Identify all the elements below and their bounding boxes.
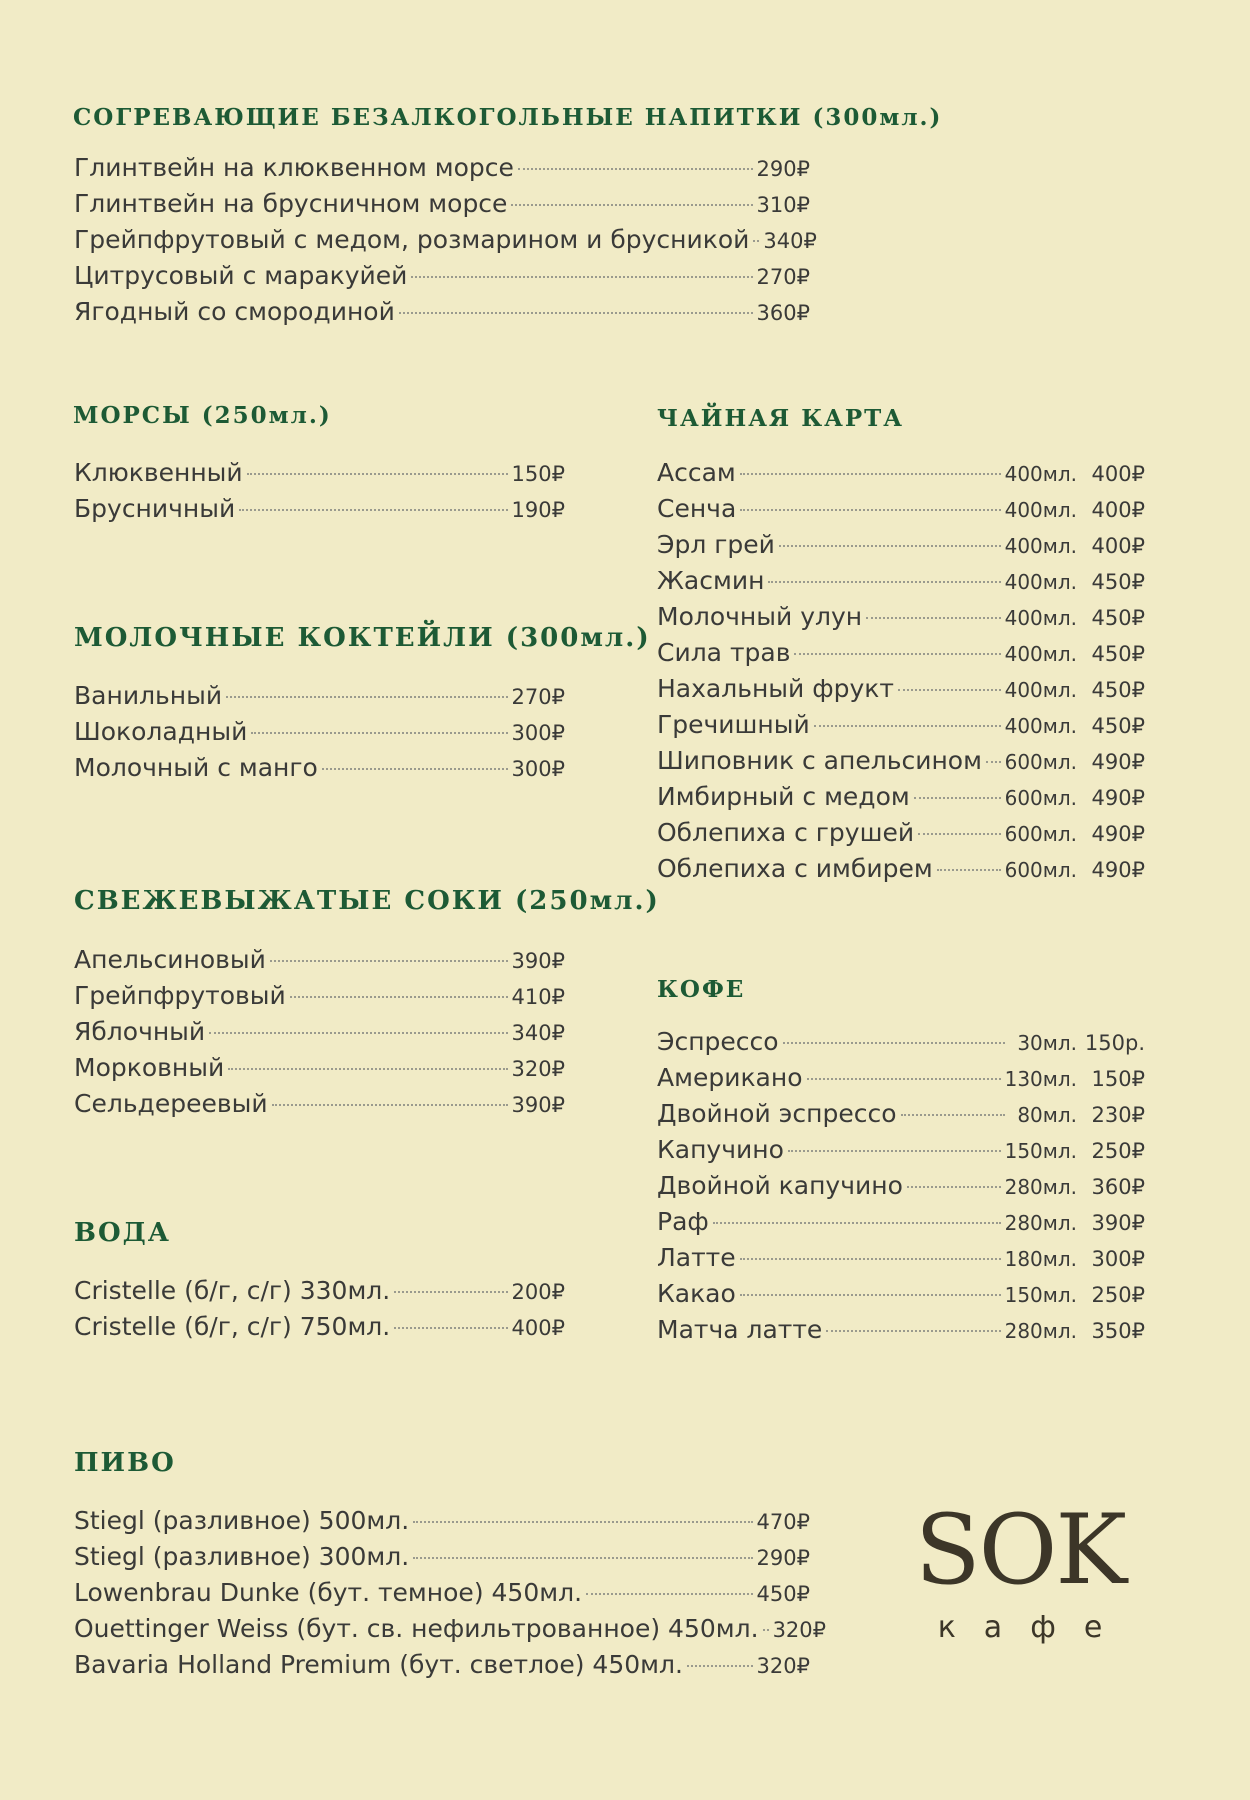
dot-leader <box>907 1186 1001 1188</box>
menu-item <box>657 851 1145 887</box>
item-name: Апельсиновый <box>74 945 266 974</box>
item-volume: 400мл. <box>1004 570 1077 594</box>
item-name: Жасмин <box>657 566 765 595</box>
menu-item <box>657 1060 1145 1096</box>
item-volume: 150мл. <box>1004 1139 1077 1163</box>
item-name: Облепиха с грушей <box>657 818 915 847</box>
item-price: 450₽ <box>1091 570 1145 594</box>
item-name: Глинтвейн на клюквенном морсе <box>74 153 514 182</box>
menu-item <box>657 563 1145 599</box>
menu-item <box>657 455 1145 491</box>
dot-leader <box>866 617 1000 619</box>
dot-leader <box>779 545 1001 547</box>
item-price: 200₽ <box>511 1280 565 1304</box>
menu-item <box>74 150 810 186</box>
menu-item <box>657 1312 1145 1348</box>
item-name: Имбирный с медом <box>657 782 910 811</box>
item-price: 450₽ <box>1091 678 1145 702</box>
item-price: 400₽ <box>511 1316 565 1340</box>
item-name: Сенча <box>657 494 737 523</box>
menu-item <box>74 455 565 491</box>
item-price: 320₽ <box>772 1618 827 1642</box>
item-price: 150₽ <box>1091 1067 1145 1091</box>
dot-leader <box>740 1294 1001 1296</box>
item-price: 300₽ <box>1091 1247 1145 1271</box>
dot-leader <box>413 1557 752 1559</box>
item-price: 450₽ <box>1091 606 1145 630</box>
menu-item <box>657 635 1145 671</box>
menu-item <box>74 1647 810 1683</box>
water-list <box>74 1273 565 1345</box>
dot-leader <box>986 761 1001 763</box>
item-volume: 400мл. <box>1004 534 1077 558</box>
dot-leader <box>768 581 1000 583</box>
item-volume: 130мл. <box>1004 1067 1077 1091</box>
dot-leader <box>518 168 753 170</box>
item-price: 490₽ <box>1091 822 1145 846</box>
menu-item <box>74 978 565 1014</box>
item-price: 410₽ <box>511 985 565 1009</box>
item-name: Морковный <box>74 1053 225 1082</box>
item-name: Stiegl (разливное) 300мл. <box>74 1542 410 1571</box>
dot-leader <box>394 1327 507 1329</box>
item-volume: 600мл. <box>1004 750 1077 774</box>
item-price: 390₽ <box>511 1093 565 1117</box>
item-price: 450₽ <box>756 1582 810 1606</box>
item-volume: 180мл. <box>1004 1247 1077 1271</box>
menu-item <box>74 491 565 527</box>
menu-item <box>74 942 565 978</box>
item-name: Клюквенный <box>74 458 243 487</box>
section-title-tea: ЧАЙНАЯ КАРТА <box>657 405 905 432</box>
menu-item <box>74 1611 827 1647</box>
beer-list <box>74 1503 827 1683</box>
menu-item <box>657 1240 1145 1276</box>
menu-item <box>74 714 565 750</box>
menu-item <box>74 1503 810 1539</box>
dot-leader <box>783 1042 1005 1044</box>
item-volume: 280мл. <box>1004 1211 1077 1235</box>
menu-item <box>74 1575 810 1611</box>
menu-item <box>657 743 1145 779</box>
item-price: 360₽ <box>1091 1175 1145 1199</box>
section-title-coffee: КОФЕ <box>657 976 746 1003</box>
dot-leader <box>740 473 1001 475</box>
item-name: Яблочный <box>74 1017 206 1046</box>
item-price: 400₽ <box>1091 462 1145 486</box>
menu-item <box>657 707 1145 743</box>
section-title-beer: ПИВО <box>74 1448 176 1478</box>
item-price: 270₽ <box>756 265 810 289</box>
menu-item <box>74 186 810 222</box>
item-price: 340₽ <box>763 229 817 253</box>
dot-leader <box>322 768 508 770</box>
item-name: Матча латте <box>657 1315 823 1344</box>
menu-item <box>657 491 1145 527</box>
item-name: Stiegl (разливное) 500мл. <box>74 1506 410 1535</box>
dot-leader <box>740 509 1000 511</box>
mors-list <box>74 455 565 527</box>
item-name: Шоколадный <box>74 717 248 746</box>
item-volume: 280мл. <box>1004 1319 1077 1343</box>
dot-leader <box>226 696 507 698</box>
dot-leader <box>753 240 759 242</box>
item-price: 490₽ <box>1091 750 1145 774</box>
dot-leader <box>413 1521 752 1523</box>
menu-item <box>657 527 1145 563</box>
item-price: 470₽ <box>756 1510 810 1534</box>
menu-item <box>74 1309 565 1345</box>
item-price: 320₽ <box>756 1654 810 1678</box>
item-name: Латте <box>657 1243 736 1272</box>
dot-leader <box>914 797 1001 799</box>
tea-list <box>657 455 1145 887</box>
menu-item <box>74 1050 565 1086</box>
item-volume: 400мл. <box>1004 606 1077 630</box>
dot-leader <box>586 1593 753 1595</box>
dot-leader <box>918 833 1000 835</box>
section-title-mors: МОРСЫ (250мл.) <box>73 402 332 429</box>
menu-item <box>657 671 1145 707</box>
item-price: 300₽ <box>511 757 565 781</box>
menu-item <box>74 1086 565 1122</box>
item-price: 290₽ <box>756 1546 810 1570</box>
item-name: Какао <box>657 1279 736 1308</box>
item-name: Брусничный <box>74 494 236 523</box>
dot-leader <box>411 276 752 278</box>
item-price: 150р. <box>1084 1031 1145 1055</box>
item-price: 150₽ <box>511 462 565 486</box>
item-price: 310₽ <box>756 193 810 217</box>
item-price: 490₽ <box>1091 858 1145 882</box>
item-price: 320₽ <box>511 1057 565 1081</box>
section-title-milkshakes: МОЛОЧНЫЕ КОКТЕЙЛИ (300мл.) <box>74 623 651 653</box>
item-name: Грейпфрутовый с медом, розмарином и брусникой <box>74 225 750 254</box>
item-volume: 600мл. <box>1004 858 1077 882</box>
dot-leader <box>394 1291 507 1293</box>
item-name: Грейпфрутовый <box>74 981 286 1010</box>
milkshakes-list <box>74 678 565 786</box>
logo-subtitle: кафе <box>937 1610 1131 1645</box>
item-name: Ассам <box>657 458 736 487</box>
menu-item <box>657 779 1145 815</box>
dot-leader <box>794 653 1000 655</box>
item-name: Сельдереевый <box>74 1089 268 1118</box>
item-name: Сила трав <box>657 638 791 667</box>
menu-item <box>657 1276 1145 1312</box>
item-name: Lowenbrau Dunke (бут. темное) 450мл. <box>74 1578 583 1607</box>
item-price: 290₽ <box>756 157 810 181</box>
item-price: 250₽ <box>1091 1283 1145 1307</box>
item-price: 490₽ <box>1091 786 1145 810</box>
item-price: 230₽ <box>1091 1103 1145 1127</box>
item-price: 400₽ <box>1091 534 1145 558</box>
dot-leader <box>247 473 508 475</box>
section-title-water: ВОДА <box>74 1218 171 1248</box>
item-name: Американо <box>657 1063 803 1092</box>
item-volume: 280мл. <box>1004 1175 1077 1199</box>
menu-item <box>74 1539 810 1575</box>
menu-item <box>74 258 810 294</box>
item-name: Эрл грей <box>657 530 775 559</box>
item-name: Эспрессо <box>657 1027 779 1056</box>
item-price: 350₽ <box>1091 1319 1145 1343</box>
menu-item <box>74 750 565 786</box>
dot-leader <box>272 1104 508 1106</box>
dot-leader <box>898 689 1001 691</box>
dot-leader <box>807 1078 1001 1080</box>
item-volume: 400мл. <box>1004 498 1077 522</box>
item-price: 250₽ <box>1091 1139 1145 1163</box>
item-volume: 400мл. <box>1004 678 1077 702</box>
dot-leader <box>239 509 507 511</box>
item-volume: 600мл. <box>1004 786 1077 810</box>
item-price: 390₽ <box>1091 1211 1145 1235</box>
menu-item <box>74 1273 565 1309</box>
dot-leader <box>788 1150 1001 1152</box>
logo-wordmark: SOK <box>914 1494 1126 1606</box>
menu-item <box>657 1168 1145 1204</box>
item-name: Шиповник с апельсином <box>657 746 982 775</box>
item-volume: 400мл. <box>1004 462 1077 486</box>
item-name: Раф <box>657 1207 709 1236</box>
dot-leader <box>763 1629 769 1631</box>
item-name: Глинтвейн на брусничном морсе <box>74 189 508 218</box>
dot-leader <box>687 1665 753 1667</box>
item-volume: 400мл. <box>1004 714 1077 738</box>
menu-item <box>74 294 810 330</box>
item-name: Облепиха с имбирем <box>657 854 933 883</box>
menu-item <box>657 1024 1145 1060</box>
item-name: Cristelle (б/г, с/г) 330мл. <box>74 1276 391 1305</box>
dot-leader <box>511 204 752 206</box>
item-volume: 400мл. <box>1004 642 1077 666</box>
menu-item <box>657 1204 1145 1240</box>
item-price: 270₽ <box>511 685 565 709</box>
dot-leader <box>901 1114 1006 1116</box>
item-name: Молочный улун <box>657 602 863 631</box>
item-price: 450₽ <box>1091 642 1145 666</box>
dot-leader <box>228 1068 507 1070</box>
coffee-list <box>657 1024 1145 1348</box>
item-name: Цитрусовый с маракуйей <box>74 261 408 290</box>
item-name: Ягодный со смородиной <box>74 297 395 326</box>
item-volume: 80мл. <box>1017 1103 1077 1127</box>
menu-item <box>74 222 817 258</box>
item-name: Двойной эспрессо <box>657 1099 897 1128</box>
menu-item <box>657 1096 1145 1132</box>
item-name: Ванильный <box>74 681 223 710</box>
section-title-juices: СВЕЖЕВЫЖАТЫЕ СОКИ (250мл.) <box>74 886 660 916</box>
item-price: 450₽ <box>1091 714 1145 738</box>
juices-list <box>74 942 565 1122</box>
cafe-logo <box>890 1494 1150 1645</box>
dot-leader <box>251 732 507 734</box>
item-name: Молочный с манго <box>74 753 318 782</box>
item-name: Капучино <box>657 1135 784 1164</box>
warming-list <box>74 150 817 330</box>
dot-leader <box>740 1258 1001 1260</box>
dot-leader <box>290 996 508 998</box>
dot-leader <box>209 1032 507 1034</box>
item-price: 190₽ <box>511 498 565 522</box>
dot-leader <box>713 1222 1001 1224</box>
item-price: 400₽ <box>1091 498 1145 522</box>
item-name: Гречишный <box>657 710 810 739</box>
item-price: 300₽ <box>511 721 565 745</box>
item-volume: 150мл. <box>1004 1283 1077 1307</box>
dot-leader <box>399 312 753 314</box>
menu-item <box>74 678 565 714</box>
dot-leader <box>270 960 508 962</box>
item-name: Нахальный фрукт <box>657 674 894 703</box>
item-name: Cristelle (б/г, с/г) 750мл. <box>74 1312 391 1341</box>
menu-item <box>657 1132 1145 1168</box>
section-title-warming: СОГРЕВАЮЩИЕ БЕЗАЛКОГОЛЬНЫЕ НАПИТКИ (300мл.) <box>73 104 943 131</box>
item-volume: 600мл. <box>1004 822 1077 846</box>
dot-leader <box>826 1330 1000 1332</box>
item-name: Bavaria Holland Premium (бут. светлое) 450мл. <box>74 1650 683 1679</box>
menu-item <box>657 815 1145 851</box>
item-name: Двойной капучино <box>657 1171 903 1200</box>
dot-leader <box>937 869 1001 871</box>
menu-item <box>74 1014 565 1050</box>
dot-leader <box>814 725 1001 727</box>
item-name: Ouettinger Weiss (бут. св. нефильтрованное) 450мл. <box>74 1614 759 1643</box>
item-price: 340₽ <box>511 1021 565 1045</box>
menu-item <box>657 599 1145 635</box>
item-volume: 30мл. <box>1017 1031 1077 1055</box>
item-price: 390₽ <box>511 949 565 973</box>
item-price: 360₽ <box>756 301 810 325</box>
